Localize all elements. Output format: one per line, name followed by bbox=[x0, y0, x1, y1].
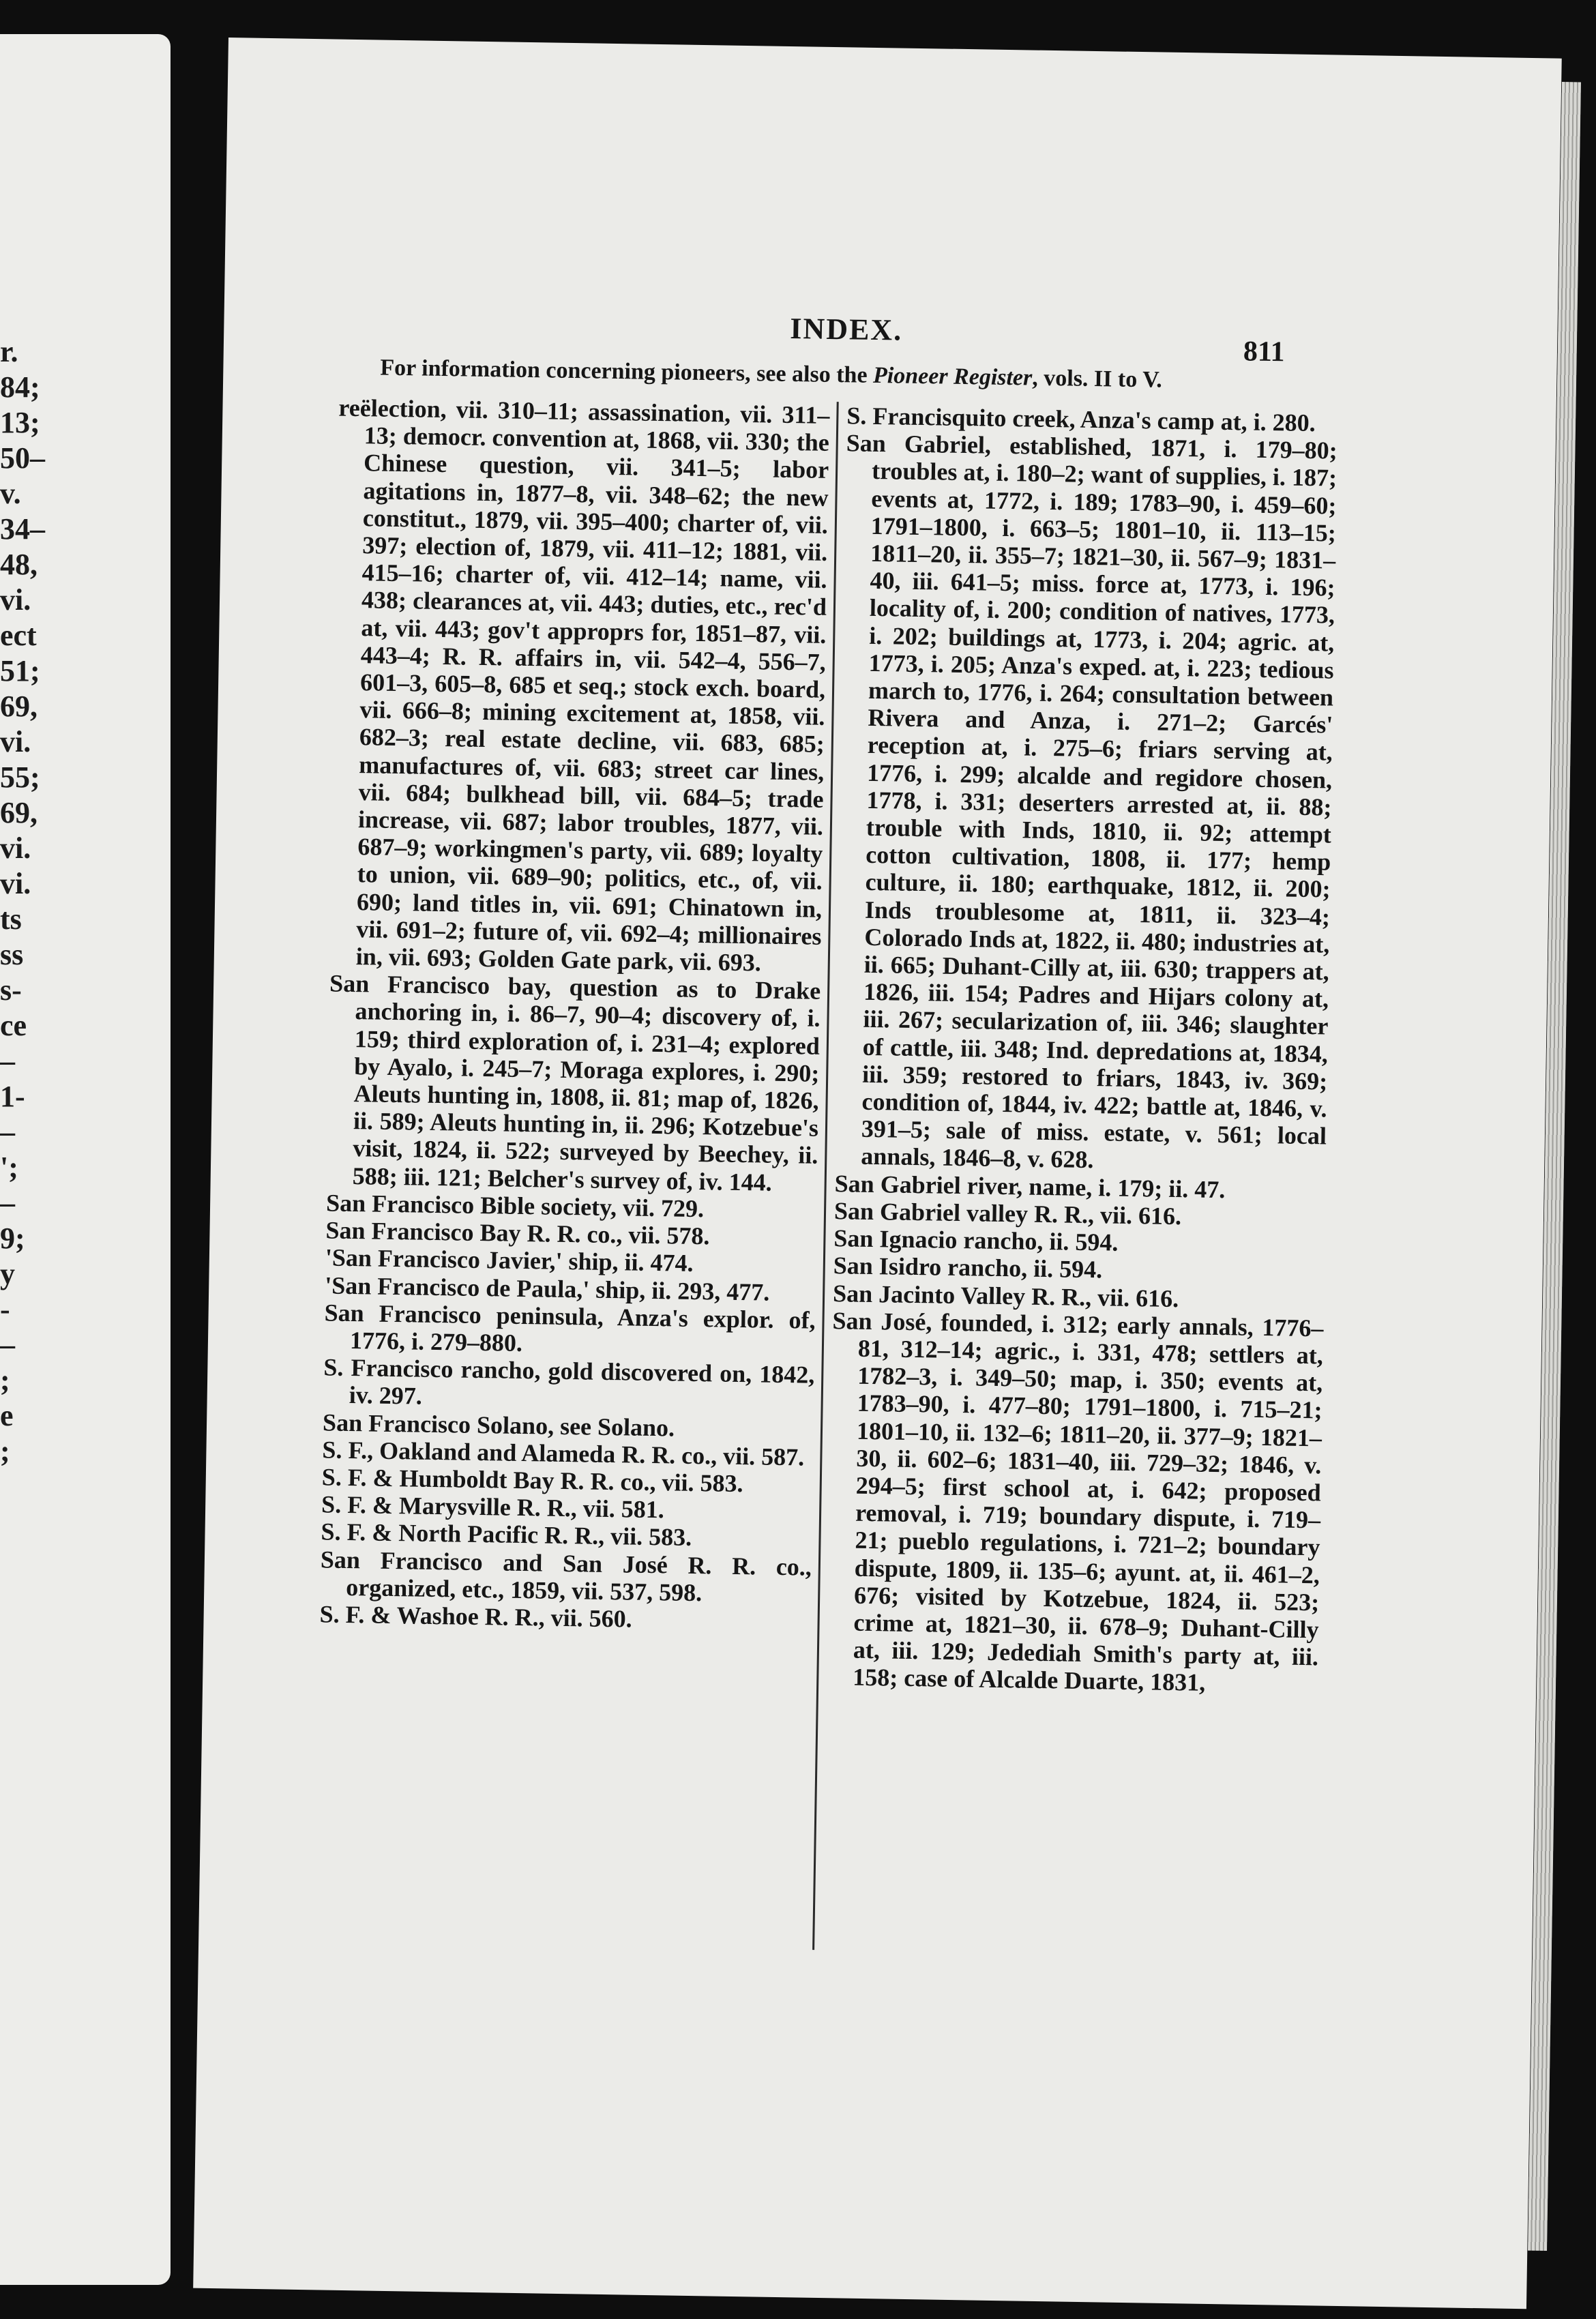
fragment-line: - bbox=[0, 1293, 10, 1326]
fragment-line: 50– bbox=[0, 441, 45, 475]
index-entry: San Francisco Solano, see Solano. bbox=[322, 1408, 675, 1442]
index-entry: S. Francisco rancho, gold discovered on, 1842, iv. 297. bbox=[323, 1353, 815, 1410]
page-number: 811 bbox=[1243, 336, 1285, 368]
note-emphasis: Pioneer Register bbox=[872, 362, 1033, 391]
fragment-line: – bbox=[0, 1328, 15, 1361]
fragment-line: 69, bbox=[0, 796, 38, 829]
left-page-text-strip bbox=[0, 334, 45, 1469]
index-entry: San Francisco Bay R. R. co., vii. 578. bbox=[325, 1216, 710, 1250]
fragment-line: ce bbox=[0, 1009, 27, 1042]
fragment-line: 13; bbox=[0, 406, 40, 439]
fragment-line: – bbox=[0, 1115, 15, 1149]
fragment-line: r. bbox=[0, 335, 18, 368]
index-entry: San José, founded, i. 312; early annals, 1776–81, 312–14; agric., i. 331, 478; settlers at, 1782–3, i. 349–50; map, i. 350; events at, 1783–90, i. 477–80; 1791–1800, i. 715–21; 1801–10, ii. 132–6; 1811–20, ii. 377–9; 1821–30, ii. 602–6; 1831–40, iii. 729–32; 1846, v. 294–5; first school at, i. 642; proposed removal, i. 719; boundary dispute, i. 719–21; pueblo regulations, i. 721–2; boundary dispute, 1809, ii. 135–6; ayunt. at, ii. 461–2, 676; visited by Kotzebue, 1824, ii. 523; crime at, 1821–30, ii. 678–9; Duhant-Cilly at, iii. 129; Jedediah Smith's party at, iii. 158; case of Alcalde Duarte, 1831, bbox=[832, 1306, 1324, 1697]
fragment-line: ss bbox=[0, 938, 24, 971]
index-entry: San Gabriel, established, 1871, i. 179–80; troubles at, i. 180–2; want of supplies, i. 187; events at, 1772, i. 189; 1783–90, i. 459–60; 1791–1800, i. 663–5; 1801–10, ii. 113–15; 1811–20, ii. 355–7; 1821–30, ii. 567–9; 1831–40, iii. 641–5; miss. force at, 1773, i. 196; locality of, i. 200; condition of natives, 1773, i. 202; buildings at, 1773, i. 204; agric. at, 1773, i. 205; Anza's exped. at, i. 223; tedious march to, 1776, i. 264; consultation between Rivera and Anza, i. 271–2; Garcés' reception at, i. 275–6; friars serving at, 1776, i. 299; alcalde and regidore chosen, 1778, i. 331; deserters arrested at, ii. 88; trouble with Inds, 1810, ii. 92; attempt cotton cultivation, 1808, ii. 177; hemp culture, ii. 180; earthquake, 1812, ii. 200; Inds troublesome at, 1811, ii. 323–4; Colorado Inds at, 1822, ii. 480; industries at, ii. 665; Duhant-Cilly at, iii. 630; trappers at, 1826, iii. 154; Padres and Hijars colony at, iii. 267; secularization of, iii. 346; slaughter of cattle, iii. 348; Ind. depredations at, 1834, iii. 359; restored to friars, 1843, iv. 369; condition of, 1844, iv. 422; battle at, 1846, v. 391–5; sale of miss. estate, v. 561; local annals, 1846–8, v. 628. bbox=[846, 429, 1338, 1174]
index-entry: 'San Francisco Javier,' ship, ii. 474. bbox=[325, 1243, 694, 1277]
index-entry: S. F. & North Pacific R. R., vii. 583. bbox=[321, 1518, 692, 1552]
index-entry: San Francisco peninsula, Anza's explor. of, 1776, i. 279–880. bbox=[324, 1299, 816, 1357]
index-entry: S. F., Oakland and Alameda R. R. co., vii. 587. bbox=[322, 1436, 805, 1471]
fragment-line: v. bbox=[0, 477, 21, 510]
left-page-fragment bbox=[0, 34, 171, 2285]
fragment-line: vi. bbox=[0, 583, 31, 617]
fragment-line: 34– bbox=[0, 512, 45, 546]
note-text-start: For information concerning pioneers, see also the bbox=[380, 355, 874, 388]
fragment-line: ; bbox=[0, 1363, 10, 1397]
index-entry: San Gabriel river, name, i. 179; ii. 47. bbox=[834, 1169, 1226, 1203]
fragment-line: vi. bbox=[0, 831, 31, 865]
index-entry: S. F. & Washoe R. R., vii. 560. bbox=[319, 1600, 633, 1633]
index-entry: reëlection, vii. 310–11; assassination, vii. 311–13; democr. convention at, 1868, vii. 330; the Chinese question, vii. 341–5; labor agitations in, 1877–8, vii. 348–62; the new constitut., 1879, vii. 395–400; charter of, vii. 397; election of, 1879, vii. 411–12; 1881, vii. 415–16; charter of, vii. 412–14; name, vii. 438; clearances at, vii. 443; duties, etc., rec'd at, vii. 443; gov't approprs for, 1851–87, vii. 443–4; R. R. affairs in, vii. 542–4, 556–7, 601–3, 605–8, 685 et seq.; stock exch. board, vii. 666–8; mining excitement at, 1858, vii. 682–3; real estate decline, vii. 683, 685; manufactures of, vii. 683; street car lines, vii. 684; bulkhead bill, vii. 684–5; trade increase, vii. 687; labor troubles, 1877, vii. 687–9; workingmen's party, vii. 689; loyalty to union, vii. 689–90; politics, etc., of, vii. 690; land titles in, vii. 691; Chinatown in, vii. 691–2; future of, vii. 692–4; millionaires in, vii. 693; Golden Gate park, vii. 693. bbox=[338, 394, 830, 977]
pioneer-register-note bbox=[380, 355, 1162, 394]
index-column-right bbox=[827, 402, 1338, 1698]
fragment-line: e bbox=[0, 1399, 14, 1432]
fragment-line: '; bbox=[0, 1151, 18, 1184]
fragment-line: ts bbox=[0, 902, 22, 936]
fragment-line: – bbox=[0, 1044, 15, 1078]
index-entry: S. Francisquito creek, Anza's camp at, i. 280. bbox=[846, 402, 1316, 437]
fragment-line: y bbox=[0, 1257, 15, 1290]
fragment-line: ect bbox=[0, 619, 37, 652]
index-page bbox=[193, 38, 1562, 2309]
fragment-line: vi. bbox=[0, 867, 31, 900]
fragment-line: vi. bbox=[0, 725, 31, 758]
index-entry: San Francisco Bible society, vii. 729. bbox=[325, 1189, 705, 1223]
index-column-left bbox=[319, 394, 829, 1636]
page-title: INDEX. bbox=[790, 311, 903, 347]
index-entry: San Isidro rancho, ii. 594. bbox=[833, 1252, 1103, 1284]
index-entry: San Gabriel valley R. R., vii. 616. bbox=[833, 1197, 1182, 1230]
index-entry: S. F. & Humboldt Bay R. R. co., vii. 583. bbox=[321, 1463, 743, 1498]
index-entry: San Francisco bay, question as to Drake anchoring in, i. 86–7, 90–4; discovery of, i. 159; third exploration of, i. 231–4; explored by Ayalo, i. 245–7; Moraga explores, i. 290; Aleuts hunting in, 1808, ii. 81; map of, 1826, ii. 589; Aleuts hunting in, ii. 296; Kotzebue's visit, 1824, ii. 522; surveyed by Beechey, ii. 588; iii. 121; Belcher's survey of, iv. 144. bbox=[329, 969, 821, 1196]
fragment-line: 9; bbox=[0, 1222, 25, 1255]
fragment-line: 55; bbox=[0, 760, 40, 794]
fragment-line: 48, bbox=[0, 548, 38, 581]
index-entry: S. F. & Marysville R. R., vii. 581. bbox=[321, 1490, 665, 1524]
index-entry: 'San Francisco de Paula,' ship, ii. 293, 477. bbox=[324, 1271, 770, 1306]
note-text-end: , vols. II to V. bbox=[1032, 365, 1163, 393]
index-entry: San Ignacio rancho, ii. 594. bbox=[833, 1224, 1119, 1256]
fragment-line: 1- bbox=[0, 1080, 25, 1113]
fragment-line: 69, bbox=[0, 690, 38, 723]
fragment-line: 84; bbox=[0, 370, 40, 404]
fragment-line: ; bbox=[0, 1434, 10, 1468]
index-entry: San Jacinto Valley R. R., vii. 616. bbox=[832, 1279, 1179, 1312]
index-entry: San Francisco and San José R. R. co., organized, etc., 1859, vii. 537, 598. bbox=[320, 1545, 812, 1606]
fragment-line: – bbox=[0, 1186, 15, 1220]
fragment-line: s- bbox=[0, 973, 22, 1007]
fragment-line: 51; bbox=[0, 654, 40, 688]
